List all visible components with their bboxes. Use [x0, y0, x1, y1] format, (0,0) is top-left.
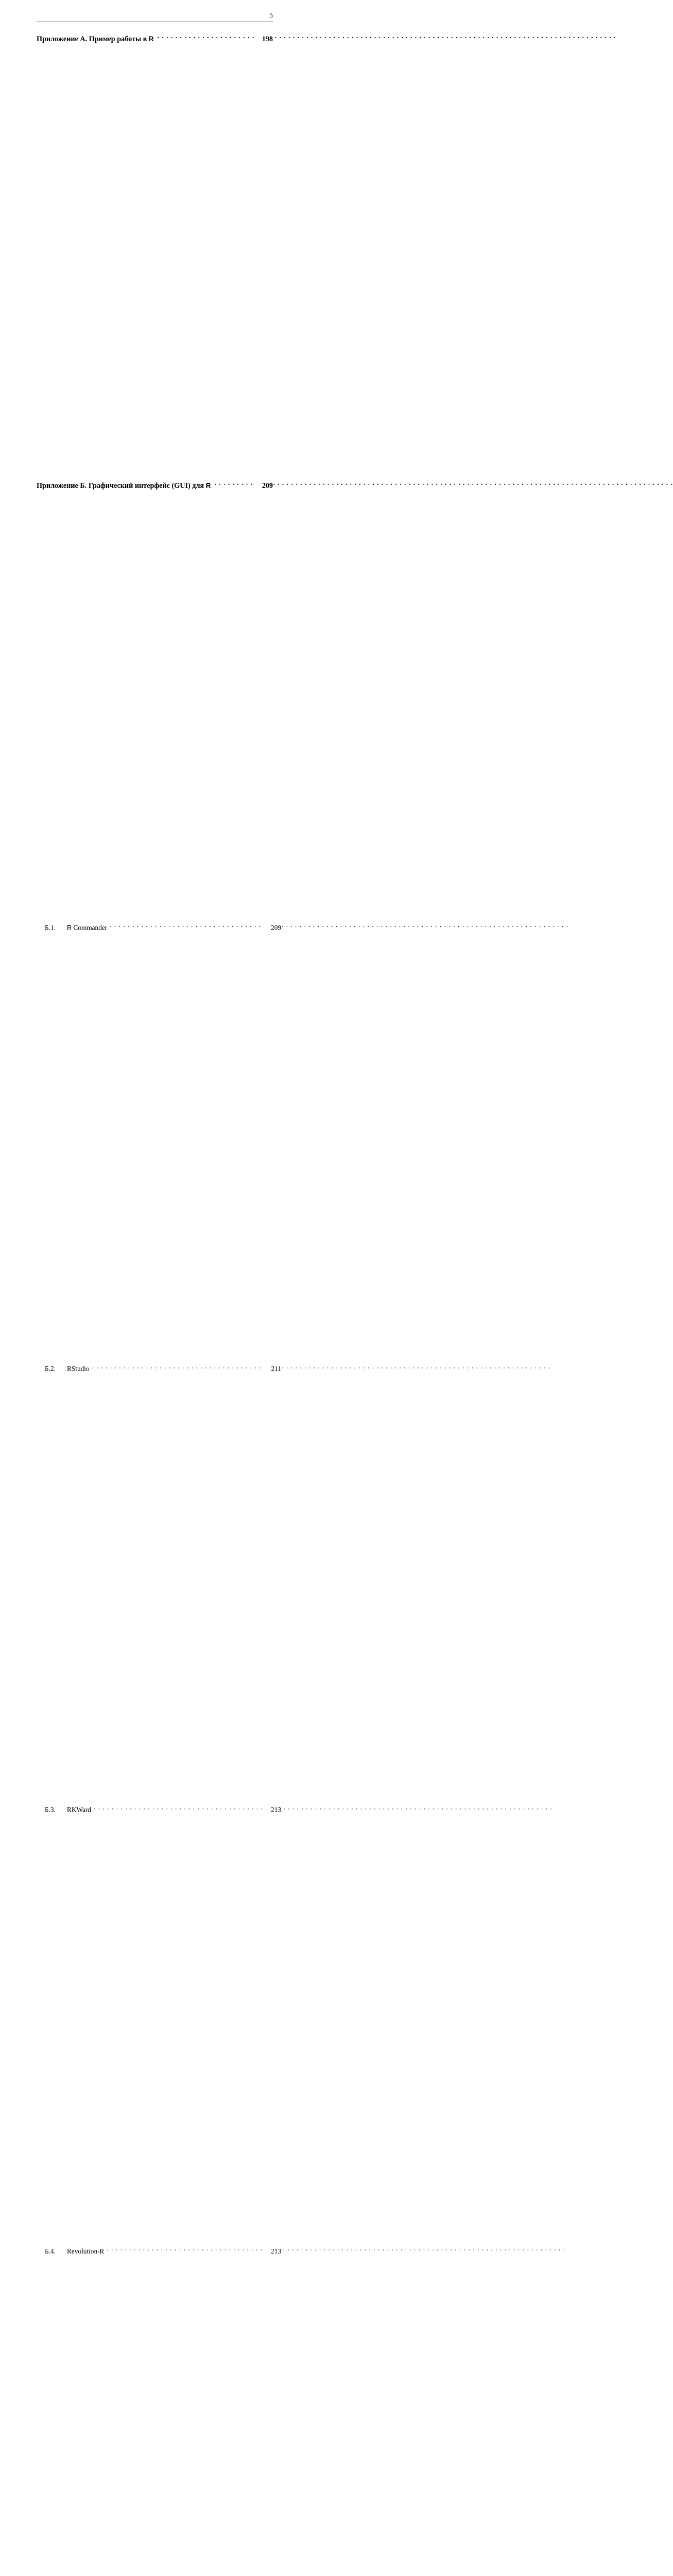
toc-entry-number: Б.3.: [45, 1806, 56, 1814]
toc-entry-title: Приложение Б. Графический интерфейс (GUI) для R: [37, 482, 211, 490]
language-token: R: [148, 35, 154, 43]
toc-entry-title: RKWard: [67, 1806, 91, 1814]
toc-entry-page: 211: [263, 1365, 281, 1805]
toc-entry-page: 209: [263, 924, 281, 1364]
language-token: R: [205, 482, 211, 490]
dot-leader: [92, 1364, 263, 1371]
dot-leader: [214, 481, 254, 488]
toc-entry-page: 213: [263, 1806, 281, 2246]
running-header: [37, 11, 273, 22]
toc-entry[interactable]: [37, 34, 273, 475]
toc-entry-number: Б.2.: [45, 1364, 56, 1372]
toc-page: [0, 0, 309, 2255]
dot-leader: [94, 1805, 263, 1812]
toc-entry-page: 209: [254, 481, 273, 922]
toc-entry-title: RStudio: [67, 1364, 90, 1372]
toc-entry-page: 198: [254, 35, 273, 475]
toc-entry[interactable]: [37, 481, 273, 922]
toc-entry[interactable]: [37, 1364, 281, 1805]
toc-entry[interactable]: [37, 923, 281, 1364]
toc-entry-title: Revolution-R: [67, 2247, 105, 2255]
toc-entry[interactable]: [37, 1805, 281, 2246]
toc-entry[interactable]: [37, 2246, 281, 2576]
dot-leader: [107, 2246, 263, 2253]
dot-leader: [158, 34, 254, 41]
table-of-contents: [37, 34, 281, 2576]
toc-entry-title: Приложение А. Пример работы в R: [37, 35, 154, 44]
toc-entry-number: Б.1.: [45, 923, 56, 931]
toc-entry-number: Б.4.: [45, 2247, 56, 2255]
language-token: R: [67, 924, 72, 931]
page-folio: 5: [269, 12, 273, 20]
toc-entry-title: R Commander: [67, 923, 108, 931]
dot-leader: [110, 923, 263, 929]
toc-entry-page: 213: [263, 2247, 281, 2576]
